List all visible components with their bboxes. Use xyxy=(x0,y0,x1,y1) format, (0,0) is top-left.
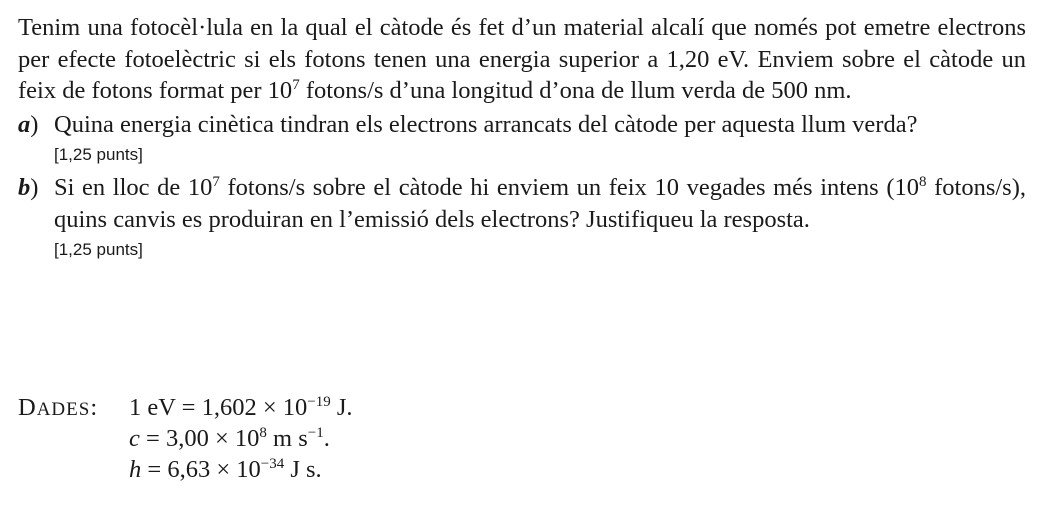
question-b-letter: b) xyxy=(18,174,39,201)
data-line-speed-of-light: $c = 3,00 \times 10^8$ m $s^{-1}$. xyxy=(129,425,330,452)
intro-text-part-2: fotons/s d’una longitud d’ona de llum verda de 500 nm. xyxy=(299,77,852,104)
question-a-text: Quina energia cinètica tindran els electrons arrancats del càtode per aquesta llum verda? xyxy=(54,110,918,138)
intro-text-part-1: Tenim una fotocèl·lula en la qual el càtode és fet d’un material alcalí que només pot emetre electrons per efecte fotoelèctric si els fotons tenen una energia superior a 1,20 eV. Enviem sobre el càtode un feix de fotons format per 10 xyxy=(18,14,1026,104)
data-label: DADES: xyxy=(18,394,99,421)
question-a xyxy=(18,109,1026,167)
question-b-exponent-1: 7 xyxy=(212,174,220,190)
question-b-points: [1,25 punts] xyxy=(54,240,143,259)
data-line-planck: $h = 6,63 \times 10^{-34}$ J s. xyxy=(129,456,322,483)
question-a-letter: a) xyxy=(18,110,39,138)
question-b-text: Si en lloc de $10^7$ fotons/s sobre el càtode hi enviem un feix 10 vegades més intens ($10^8$ fotons/s), quins canvis es produiran en l’emissió dels electrons? Justifiqueu la resposta. xyxy=(54,174,1026,233)
exam-problem xyxy=(18,12,1026,267)
data-line-ev: 1 eV = $1,602 \times 10^{-19}$ J. xyxy=(129,394,353,421)
question-b xyxy=(18,172,1026,261)
intro-exponent: 7 xyxy=(292,77,300,93)
intro-paragraph xyxy=(18,12,1026,107)
question-a-points: [1,25 punts] xyxy=(54,145,143,164)
data-lines xyxy=(129,392,353,485)
question-b-exponent-2: 8 xyxy=(919,174,927,190)
